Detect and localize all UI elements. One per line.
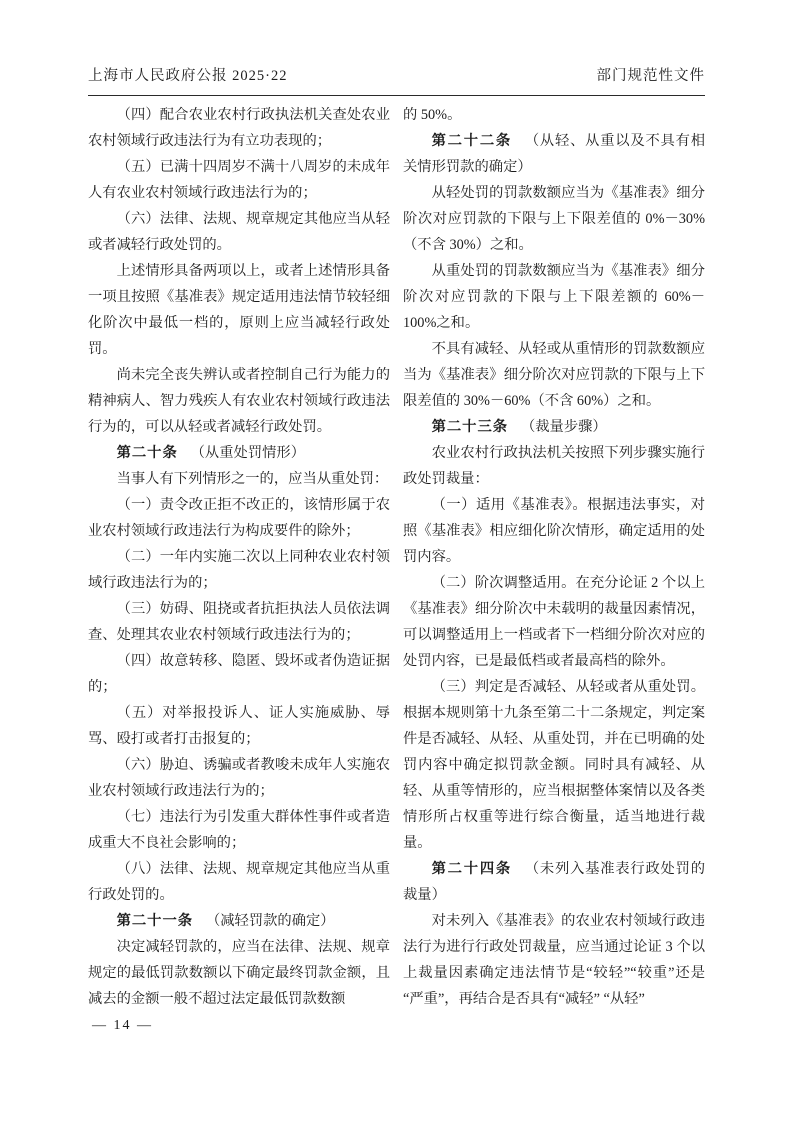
article-number: 第二十三条 — [431, 419, 509, 435]
page-header — [88, 64, 705, 85]
article-number: 第二十一条 — [116, 913, 194, 929]
paragraph: 当事人有下列情形之一的，应当从重处罚： — [116, 471, 389, 487]
paragraph: 的 50%。 — [403, 107, 462, 123]
page-number: — 14 — — [92, 1018, 153, 1033]
paragraph: （五）已满十四周岁不满十八周岁的未成年人有农业农村领域行政违法行为的； — [88, 159, 390, 201]
paragraph: （四）故意转移、隐匿、毁坏或者伪造证据的； — [88, 653, 390, 695]
paragraph: 农业农村行政执法机关按照下列步骤实施行政处罚裁量： — [403, 445, 705, 487]
left-column — [88, 102, 390, 1012]
gazette-title: 上海市人民政府公报 2025·22 — [88, 68, 288, 84]
paragraph: 从轻处罚的罚款数额应当为《基准表》细分阶次对应罚款的下限与上下限差值的 0%－30%（不含 30%）之和。 — [403, 185, 705, 253]
paragraph: （一）适用《基准表》。根据违法事实，对照《基准表》相应细化阶次情形，确定适用的处罚内容。 — [403, 497, 705, 565]
paragraph: 对未列入《基准表》的农业农村领域行政违法行为进行行政处罚裁量，应当通过论证 3 个以上裁量因素确定违法情节是“较轻”“较重”还是“严重”，再结合是否具有“减轻” “从轻” — [403, 913, 705, 1007]
paragraph: （六）法律、法规、规章规定其他应当从轻或者减轻行政处罚的。 — [88, 211, 390, 253]
paragraph: （七）违法行为引发重大群体性事件或者造成重大不良社会影响的； — [88, 809, 390, 851]
content-columns — [88, 102, 705, 1012]
paragraph: 上述情形具备两项以上，或者上述情形具备一项且按照《基准表》规定适用违法情节较轻细化阶次中最低一档的，原则上应当减轻行政处罚。 — [88, 263, 390, 357]
article-number: 第二十四条 — [431, 861, 512, 877]
article-heading: 第二十条 （从重处罚情形） — [116, 445, 306, 461]
right-column — [403, 102, 705, 1012]
paragraph: 不具有减轻、从轻或从重情形的罚款数额应当为《基准表》细分阶次对应罚款的下限与上下限差值的 30%－60%（不含 60%）之和。 — [403, 341, 705, 409]
paragraph: （三）妨碍、阻挠或者抗拒执法人员依法调查、处理其农业农村领域行政违法行为的； — [88, 601, 390, 643]
article-heading: 第二十一条 （减轻罚款的确定） — [116, 913, 335, 929]
paragraph: （二）阶次调整适用。在充分论证 2 个以上《基准表》细分阶次中未载明的裁量因素情况，可以调整适用上一档或者下一档细分阶次对应的处罚内容，已是最低档或者最高档的除外。 — [403, 575, 705, 669]
paragraph: （二）一年内实施二次以上同种农业农村领域行政违法行为的； — [88, 549, 390, 591]
paragraph: （五）对举报投诉人、证人实施威胁、辱骂、殴打或者打击报复的； — [88, 705, 390, 747]
paragraph: 尚未完全丧失辨认或者控制自己行为能力的精神病人、智力残疾人有农业农村领域行政违法行为的，可以从轻或者减轻行政处罚。 — [88, 367, 390, 435]
paragraph: 从重处罚的罚款数额应当为《基准表》细分阶次对应罚款的下限与上下限差额的 60%－100%之和。 — [403, 263, 705, 331]
paragraph: （三）判定是否减轻、从轻或者从重处罚。根据本规则第十九条至第二十二条规定，判定案件是否减轻、从轻、从重处罚，并在已明确的处罚内容中确定拟罚款金额。同时具有减轻、从轻、从重等情形的，应当根据整体案情以及各类情形所占权重等进行综合衡量，适当地进行裁量。 — [403, 679, 705, 851]
article-number: 第二十条 — [116, 445, 178, 461]
article-number: 第二十二条 — [431, 133, 512, 149]
article-heading: 第二十三条 （裁量步骤） — [431, 419, 607, 435]
paragraph: 决定减轻罚款的，应当在法律、法规、规章规定的最低罚款数额以下确定最终罚款金额，且减去的金额一般不超过法定最低罚款数额 — [88, 939, 390, 1007]
article-heading: 第二十二条 （从轻、从重以及不具有相关情形罚款的确定） — [403, 133, 705, 175]
paragraph: （一）责令改正拒不改正的，该情形属于农业农村领域行政违法行为构成要件的除外； — [88, 497, 390, 539]
header-divider — [88, 95, 705, 96]
paragraph: （八）法律、法规、规章规定其他应当从重行政处罚的。 — [88, 861, 390, 903]
article-heading: 第二十四条 （未列入基准表行政处罚的裁量） — [403, 861, 705, 903]
paragraph: （六）胁迫、诱骗或者教唆未成年人实施农业农村领域行政违法行为的； — [88, 757, 390, 799]
paragraph: （四）配合农业农村行政执法机关查处农业农村领域行政违法行为有立功表现的； — [88, 107, 390, 149]
document-category-label: 部门规范性文件 — [596, 68, 705, 84]
